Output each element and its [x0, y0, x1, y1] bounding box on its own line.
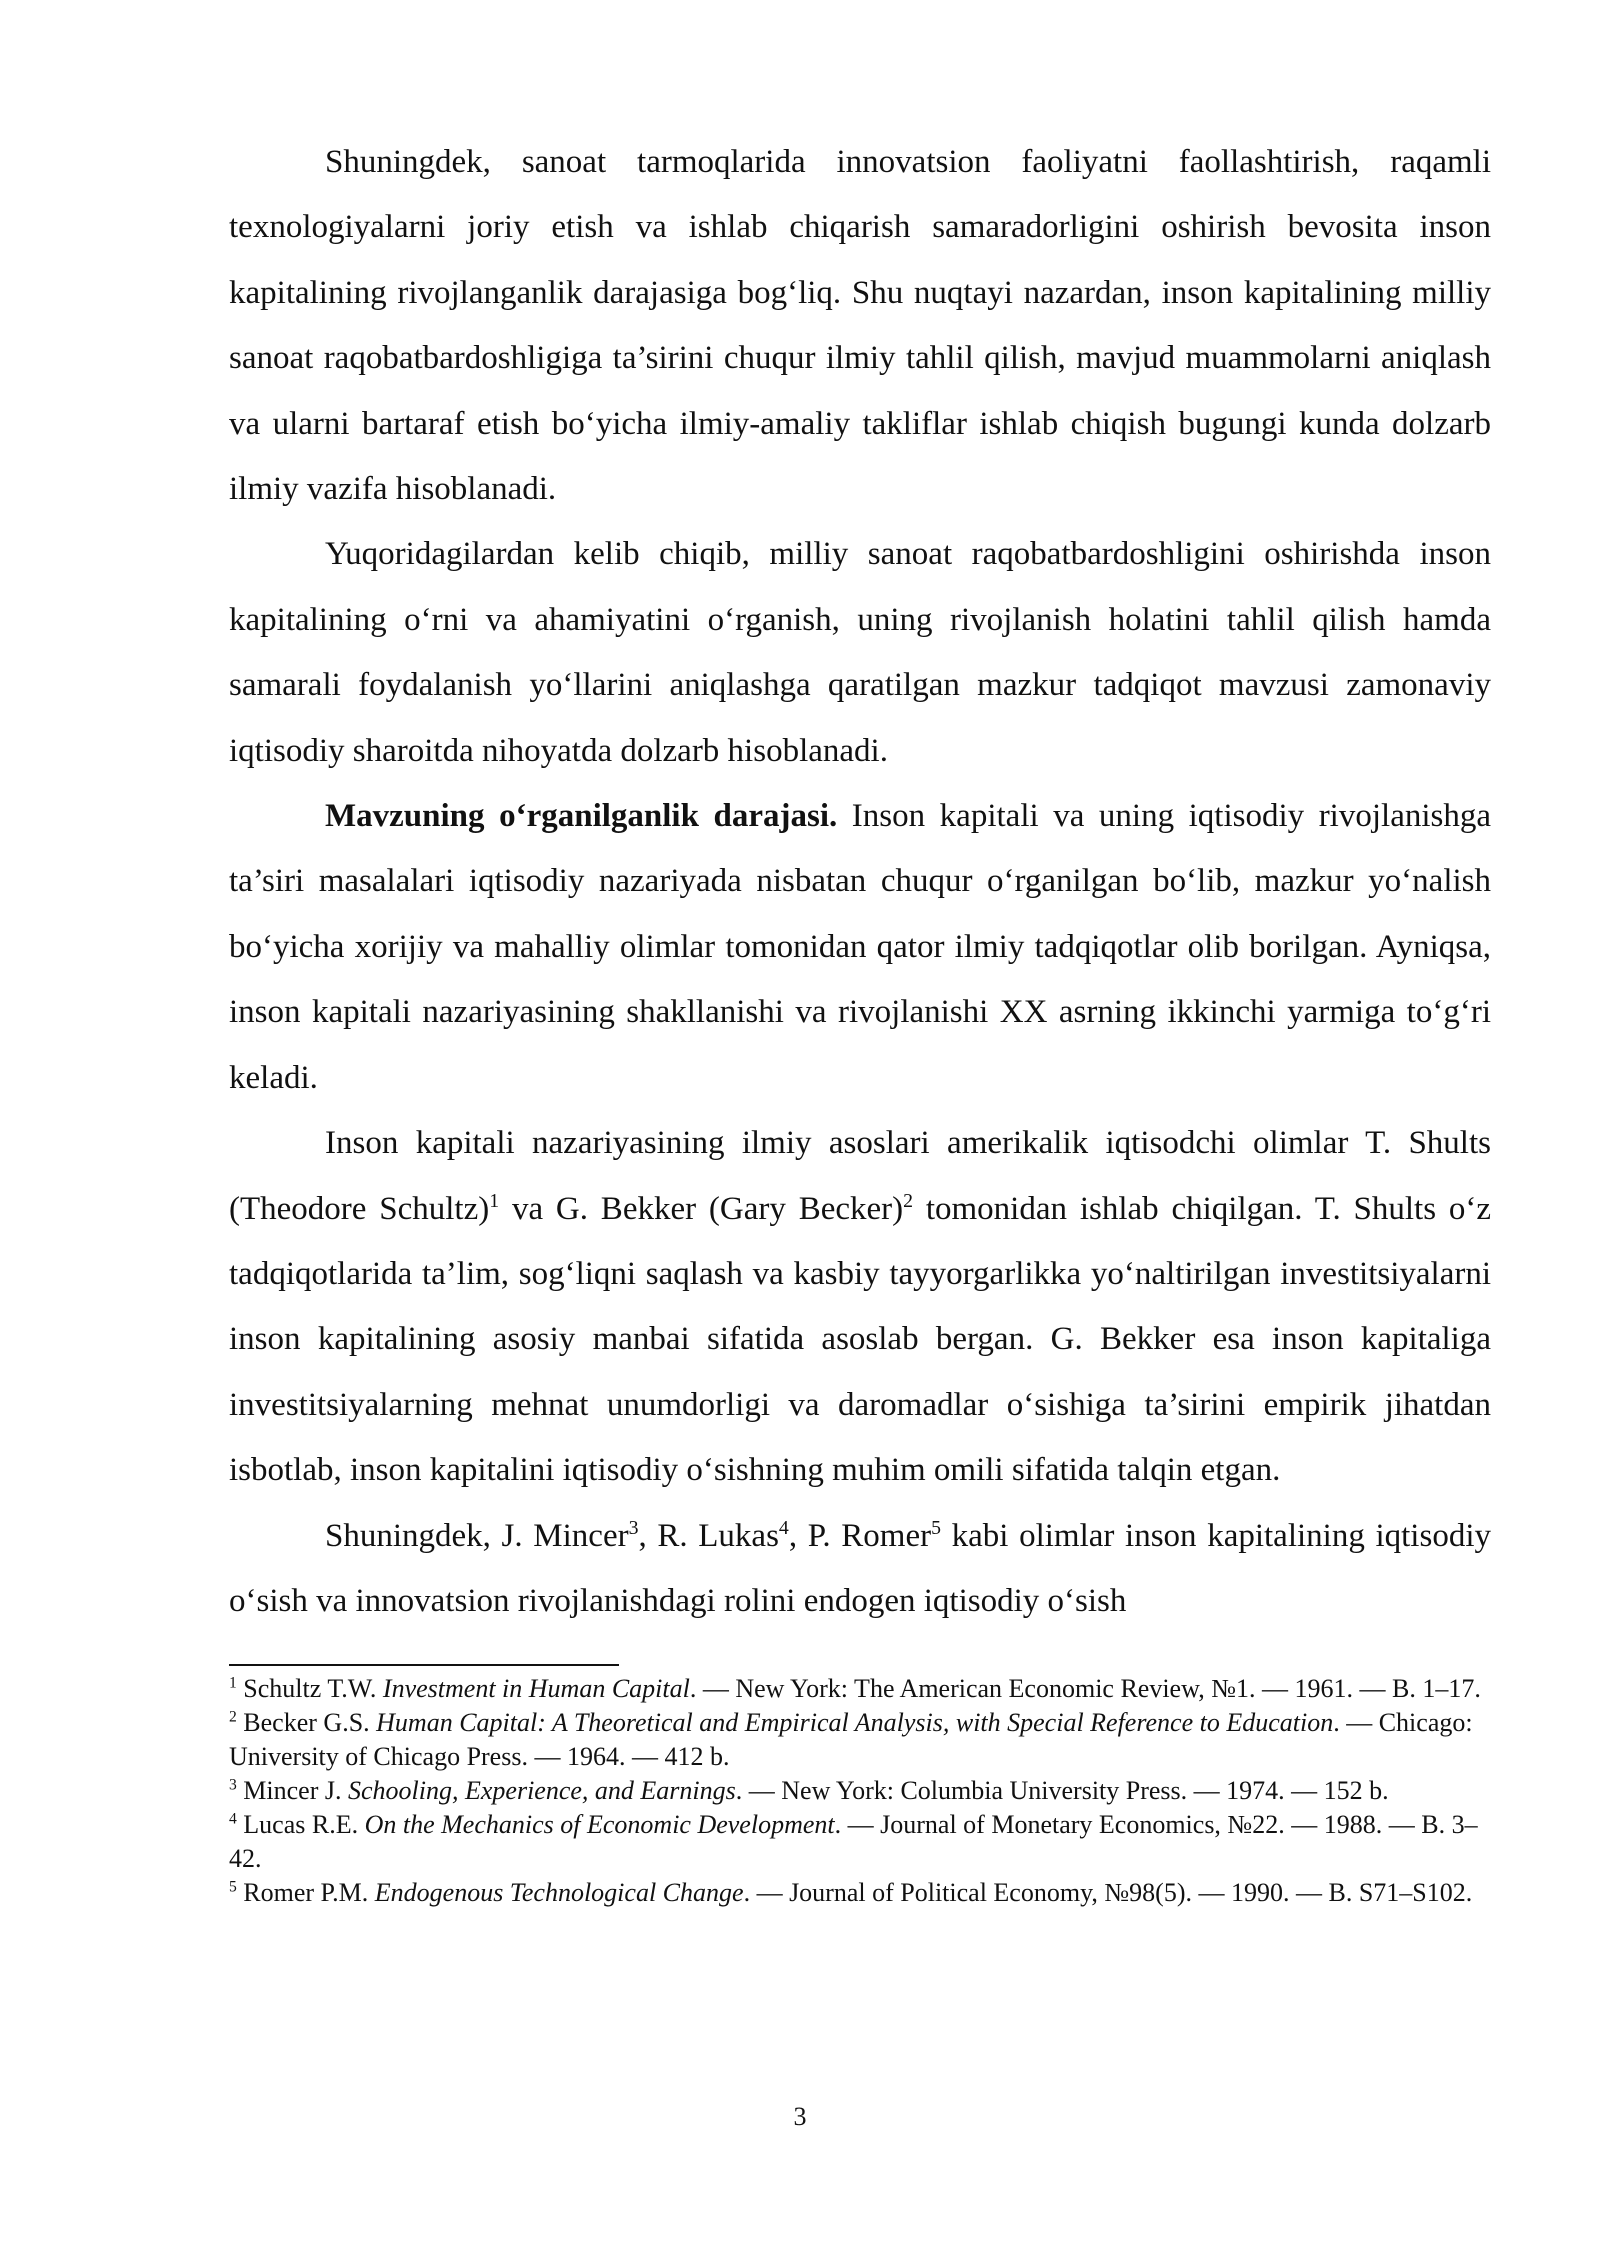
footnote-author: Mincer J.	[243, 1776, 348, 1806]
footnote-details: . — Journal of Political Economy, №98(5). — 1990. — B. S71–S102.	[743, 1878, 1473, 1908]
footnote-number: 3	[229, 1776, 237, 1794]
paragraph-4	[229, 1111, 1491, 1503]
footnote	[229, 1774, 1491, 1808]
footnote-ref-4[interactable]: 4	[778, 1516, 789, 1539]
footnote-title: Endogenous Technological Change	[374, 1878, 744, 1908]
paragraph-1: Shuningdek, sanoat tarmoqlarida innovatsion faoliyatni faollashtirish, raqamli texnologiyalarni joriy etish va ishlab chiqarish samaradorligini oshirish bevosita inson kapitalining rivojlanganlik darajasiga bog‘liq. Shu nuqtayi nazardan, inson kapitalining milliy sanoat raqobatbardoshligiga ta’sirini chuqur ilmiy tahlil qilish, mavjud muammolarni aniqlash va ularni bartaraf etish bo‘yicha ilmiy-amaliy takliflar ishlab chiqish bugungi kunda dolzarb ilmiy vazifa hisoblanadi.	[229, 144, 1491, 508]
paragraph-2: Yuqoridagilardan kelib chiqib, milliy sanoat raqobatbardoshligini oshirishda inson kapitalining o‘rni va ahamiyatini o‘rganish, uning rivojlanish holatini tahlil qilish hamda samarali foydalanish yo‘llarini aniqlashga qaratilgan mazkur tadqiqot mavzusi zamonaviy iqtisodiy sharoitda nihoyatda dolzarb hisoblanadi.	[229, 536, 1491, 769]
footnote-details: . — New York: The American Economic Review, №1. — 1961. — B. 1–17.	[689, 1674, 1481, 1704]
paragraph-3-text: Inson kapitali va uning iqtisodiy rivojlanishga ta’siri masalalari iqtisodiy nazariyada nisbatan chuqur o‘rganilgan bo‘lib, mazkur yo‘nalish bo‘yicha xorijiy va mahalliy olimlar tomonidan qator ilmiy tadqiqotlar olib borilgan. Ayniqsa, inson kapitali nazariyasining shakllanishi va rivojlanishi XX asrning ikkinchi yarmiga to‘g‘ri keladi.	[229, 798, 1491, 1096]
document-page	[229, 130, 1491, 1910]
footnote-number: 2	[229, 1708, 237, 1726]
paragraph-4-part-c: tomonidan ishlab chiqilgan. T. Shults o‘z tadqiqotlarida ta’lim, sog‘liqni saqlash va kasbiy tayyorgarlikka yo‘naltirilgan investitsiyalarni inson kapitalining asosiy manbai sifatida asoslab bergan. G. Bekker esa inson kapitaliga investitsiyalarning mehnat unumdorligi va daromadlar o‘sishiga ta’sirini empirik jihatdan isbotlab, inson kapitalini iqtisodiy o‘sishning muhim omili sifatida talqin etgan.	[229, 1190, 1492, 1489]
footnote-author: Lucas R.E.	[243, 1810, 365, 1840]
footnote-details: . — Chicago: University of Chicago Press. — 1964. — 412 b.	[229, 1708, 1473, 1772]
paragraph-3	[229, 784, 1491, 1111]
paragraph-5-part-b: , R. Lukas	[638, 1517, 779, 1554]
footnote-ref-3[interactable]: 3	[628, 1516, 639, 1539]
footnote-title: Human Capital: A Theoretical and Empirical Analysis, with Special Reference to Education	[376, 1708, 1334, 1738]
footnote-author: Schultz T.W.	[243, 1674, 383, 1704]
paragraph-4-part-b: va G. Bekker (Gary Becker)	[499, 1190, 904, 1227]
paragraph-5-part-d: kabi olimlar inson kapitalining iqtisodiy o‘sish va innovatsion rivojlanishdagi rolini endogen iqtisodiy o‘sish	[229, 1517, 1491, 1619]
footnote	[229, 1706, 1491, 1774]
footnote-number: 4	[229, 1810, 237, 1828]
footnote-ref-2[interactable]: 2	[903, 1189, 914, 1212]
footnote	[229, 1876, 1491, 1910]
footnote-number: 5	[229, 1878, 237, 1896]
footnote-author: Becker G.S.	[243, 1708, 377, 1738]
body-text	[229, 130, 1491, 1634]
paragraph-5	[229, 1504, 1491, 1635]
footnote	[229, 1808, 1491, 1876]
footnote-separator	[229, 1664, 619, 1666]
paragraph-4-part-a: Inson kapitali nazariyasining ilmiy asoslari amerikalik iqtisodchi olimlar T. Shults (Theodore Schultz)	[229, 1125, 1491, 1227]
footnote-ref-1[interactable]: 1	[489, 1189, 500, 1212]
paragraph-5-part-a: Shuningdek, J. Mincer	[325, 1517, 629, 1554]
footnote-ref-5[interactable]: 5	[931, 1516, 941, 1539]
footnote	[229, 1672, 1491, 1706]
footnote-title: On the Mechanics of Economic Development	[364, 1810, 835, 1840]
footnote-details: . — Journal of Monetary Economics, №22. — 1988. — B. 3–42.	[229, 1810, 1478, 1874]
footnote-number: 1	[229, 1674, 237, 1692]
footnote-author: Romer P.M.	[243, 1878, 375, 1908]
section-heading: Mavzuning o‘rganilganlik darajasi.	[325, 798, 838, 835]
footnote-details: . — New York: Columbia University Press. — 1974. — 152 b.	[735, 1776, 1389, 1806]
page-number: 3	[793, 2102, 807, 2131]
footnotes	[229, 1672, 1491, 1910]
footnote-title: Schooling, Experience, and Earnings	[348, 1776, 736, 1806]
paragraph-5-part-c: , P. Romer	[788, 1517, 932, 1554]
footnote-title: Investment in Human Capital	[382, 1674, 690, 1704]
